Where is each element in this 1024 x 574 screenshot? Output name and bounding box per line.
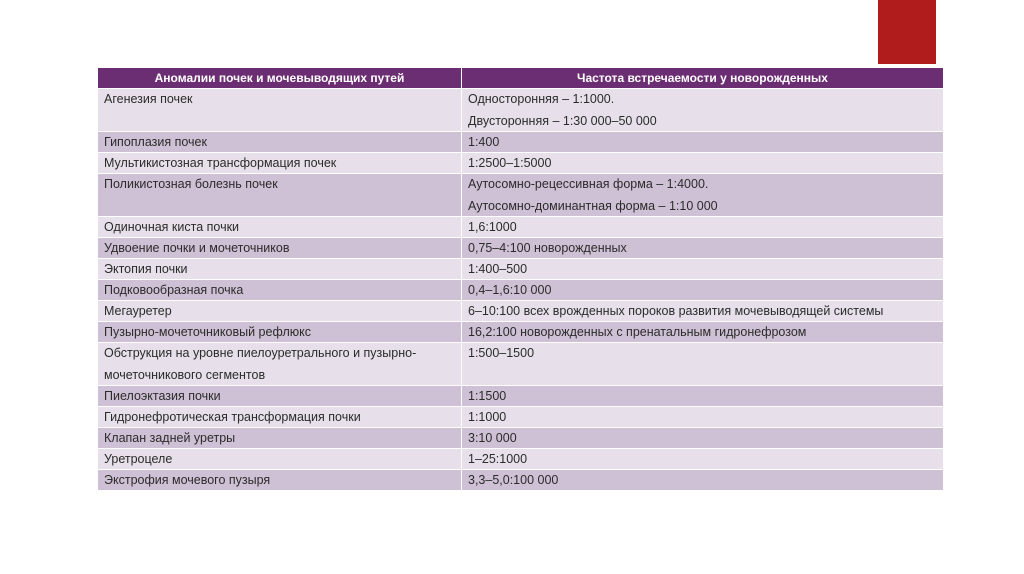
- anomaly-text: Пузырно-мочеточниковый рефлюкс: [104, 325, 311, 339]
- frequency-text: 0,75–4:100 новорожденных: [468, 241, 627, 255]
- anomaly-cell: [98, 470, 462, 491]
- anomaly-text: Обструкция на уровне пиелоуретрального и пузырно-: [104, 346, 417, 360]
- frequency-text: 16,2:100 новорожденных с пренатальным гидронефрозом: [468, 325, 807, 339]
- anomaly-cell: [98, 386, 462, 407]
- frequency-cell: [462, 238, 944, 259]
- frequency-text: 1:400: [468, 135, 500, 149]
- anomaly-text: Гипоплазия почек: [104, 135, 207, 149]
- table-row: [98, 174, 944, 217]
- frequency-text: 1–25:1000: [468, 452, 528, 466]
- anomaly-cell: [98, 301, 462, 322]
- anomalies-table: [97, 67, 944, 491]
- frequency-text: Аутосомно-рецессивная форма – 1:4000.: [468, 177, 709, 191]
- header-frequency: Частота встречаемости у новорожденных: [462, 68, 944, 89]
- table-body: [98, 89, 944, 491]
- frequency-cell: [462, 449, 944, 470]
- anomaly-cell: [98, 132, 462, 153]
- anomaly-cell: [98, 280, 462, 301]
- anomaly-text: Пиелоэктазия почки: [104, 389, 221, 403]
- anomaly-cell: [98, 259, 462, 280]
- anomaly-text: Подковообразная почка: [104, 283, 244, 297]
- anomaly-text: Мультикистозная трансформация почек: [104, 156, 337, 170]
- anomaly-text: Одиночная киста почки: [104, 220, 240, 234]
- anomaly-cell: [98, 322, 462, 343]
- anomaly-cell: [98, 217, 462, 238]
- anomaly-text: Эктопия почки: [104, 262, 188, 276]
- anomaly-text: Уретроцеле: [104, 452, 173, 466]
- table-row: [98, 470, 944, 491]
- frequency-text: 0,4–1,6:10 000: [468, 283, 552, 297]
- table-row: [98, 343, 944, 386]
- table-row: [98, 153, 944, 174]
- frequency-cell: [462, 153, 944, 174]
- frequency-text: 3:10 000: [468, 431, 517, 445]
- frequency-text: Двусторонняя – 1:30 000–50 000: [468, 114, 657, 128]
- frequency-text: 6–10:100 всех врожденных пороков развития мочевыводящей системы: [468, 304, 884, 318]
- table-row: [98, 238, 944, 259]
- table-row: [98, 280, 944, 301]
- anomaly-text: Поликистозная болезнь почек: [104, 177, 278, 191]
- frequency-cell: [462, 174, 944, 217]
- frequency-cell: [462, 259, 944, 280]
- frequency-cell: [462, 428, 944, 449]
- table-row: [98, 217, 944, 238]
- frequency-cell: [462, 217, 944, 238]
- header-anomaly: Аномалии почек и мочевыводящих путей: [98, 68, 462, 89]
- table-row: [98, 407, 944, 428]
- frequency-cell: [462, 89, 944, 132]
- table-header-row: [98, 68, 944, 89]
- table-row: [98, 428, 944, 449]
- frequency-cell: [462, 470, 944, 491]
- anomaly-cell: [98, 449, 462, 470]
- table-row: [98, 259, 944, 280]
- anomaly-text: Мегауретер: [104, 304, 172, 318]
- frequency-text: 1,6:1000: [468, 220, 517, 234]
- frequency-cell: [462, 386, 944, 407]
- accent-block: [878, 0, 936, 64]
- frequency-cell: [462, 280, 944, 301]
- frequency-cell: [462, 343, 944, 386]
- table-row: [98, 132, 944, 153]
- anomaly-text: Клапан задней уретры: [104, 431, 236, 445]
- frequency-text: Односторонняя – 1:1000.: [468, 92, 615, 106]
- anomaly-text: Агенезия почек: [104, 92, 193, 106]
- table-row: [98, 449, 944, 470]
- table-row: [98, 322, 944, 343]
- frequency-text: Аутосомно-доминантная форма – 1:10 000: [468, 199, 718, 213]
- table-row: [98, 301, 944, 322]
- frequency-cell: [462, 322, 944, 343]
- frequency-cell: [462, 132, 944, 153]
- anomaly-text: мочеточникового сегментов: [104, 368, 266, 382]
- anomaly-cell: [98, 343, 462, 386]
- anomaly-cell: [98, 89, 462, 132]
- table-row: [98, 386, 944, 407]
- anomaly-cell: [98, 153, 462, 174]
- frequency-text: 1:2500–1:5000: [468, 156, 552, 170]
- frequency-cell: [462, 301, 944, 322]
- anomaly-text: Экстрофия мочевого пузыря: [104, 473, 271, 487]
- frequency-text: 3,3–5,0:100 000: [468, 473, 559, 487]
- anomaly-text: Удвоение почки и мочеточников: [104, 241, 290, 255]
- frequency-text: 1:400–500: [468, 262, 528, 276]
- anomaly-cell: [98, 238, 462, 259]
- frequency-text: 1:1500: [468, 389, 507, 403]
- frequency-cell: [462, 407, 944, 428]
- anomaly-cell: [98, 428, 462, 449]
- anomaly-cell: [98, 174, 462, 217]
- frequency-text: 1:500–1500: [468, 346, 535, 360]
- frequency-text: 1:1000: [468, 410, 507, 424]
- anomaly-cell: [98, 407, 462, 428]
- table-row: [98, 89, 944, 132]
- anomaly-text: Гидронефротическая трансформация почки: [104, 410, 361, 424]
